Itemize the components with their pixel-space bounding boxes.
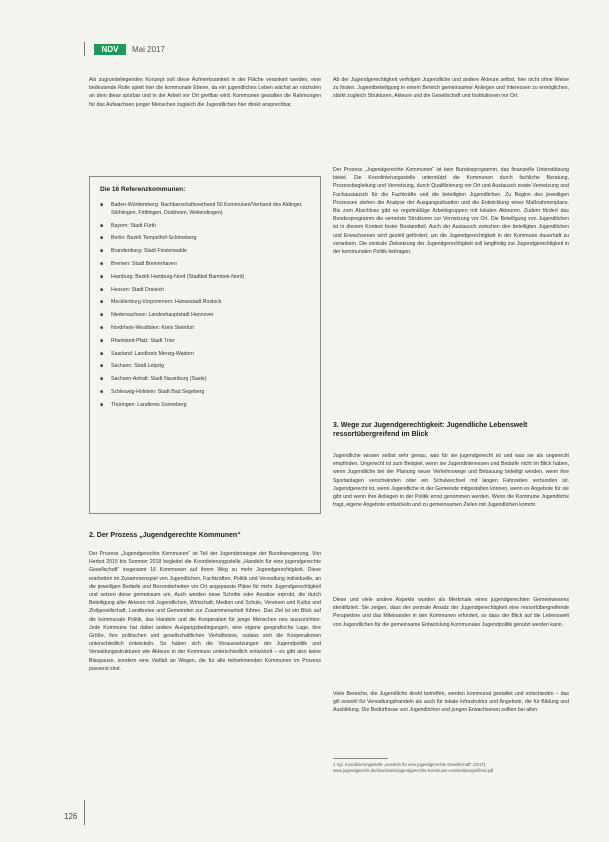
list-item: ■ Thüringen: Landkreis Sonneberg bbox=[100, 402, 310, 410]
section-2-text: Der Prozess „Jugendgerechte Kommunen“ ist Teil der Jugendstrategie der Bundesregierung. Von Herbst 2015 bis Sommer 2018 begleitet die Koordinierungsstelle „Handeln für eine jugendgerechte Gesellschaft“ insgesamt 16 Kommunen auf ihrem Weg zu mehr Jugendgerechtigkeit. Diese erarbeiten im Zusammenspiel von Jugendlichen, Fachkräften, Politik und Verwaltung individuelle, an die jeweiligen Bedarfe und Besonderheiten vor Ort angepasste Pläne für mehr Jugendgerechtigkeit und setzen diese gemeinsam um. Auch werden neue Schritte oder Ansätze erprobt, die durch Beteiligung aller Akteure mit Jugendlichen, Wirtschaft, Medien und Schule, Vereinen und Kultur und Zivilgesellschaft, Landkreise und Gemeinden zur Zusammenarbeit führen. Das Ziel ist ein Blick auf die kommunale Politik, das Handeln und die Kooperation für junge Menschen neu auszurichten. Jede Kommune hat dabei andere Ausgangsbedingungen, eine eigene geografische Lage, ihre Größe, ihre politischen und gesellschaftlichen Verhältnisse, sodass sich die Kooperationen unterschiedlich entwickeln. So haben sich die Voraussetzungen der Jugendpolitik und Verwaltungsstrukturen wie Akteure in der Kommune unterschiedlich entwickelt – es gibt also keine Blaupause, sondern eine Vielfalt an Wegen, die für alle teilnehmenden Kommunen im Prozess passend sind. bbox=[89, 551, 321, 672]
section-3-text: Jugendliche wissen selbst sehr genau, was für sie jugendgerecht ist und was sie als ungerecht empfinden. Ungerecht ist zum Beispiel, wenn sie Jugendinteressen und Bedarfe nicht im Blick haben, wenn Jugendliche bei der Planung neuer Verkehrswege und Bebauung beteiligt werden, wenn ihre Sportanlagen verschwinden oder ein Schulwechsel mit langen Fahrzeiten verbunden ist. Jugendgerecht ist, wenn Jugendliche in der Gemeinde mitgestalten können, wenn es Angebote für sie gibt und wenn ihre Anliegen in der Politik ernst genommen werden. Wenn die Kommune Jugendliche fragt, eigene Angebote entwickeln und zu gemeinsamen Zielen mit Jugendlichen kommt. bbox=[333, 453, 569, 509]
left-intro bbox=[89, 76, 321, 116]
page-number-rule bbox=[84, 800, 85, 825]
journal-badge: NDV bbox=[94, 44, 126, 55]
paragraph-5-text: Viele Bereiche, die Jugendliche direkt betreffen, werden kommunal gestaltet und entschieden – das gilt sowohl für Verwaltungshandeln als auch für lokale Infrastruktur und Angebote, die für Bildung und Ausbildung. Die Bedürfnisse von Jugendlichen und jungen Erwachsenen sollten bei allen bbox=[333, 691, 569, 714]
right-paragraph-2 bbox=[333, 166, 569, 408]
box-title: Die 16 Referenzkommunen: bbox=[100, 186, 186, 193]
list-item: ■ Niedersachsen: Landeshauptstadt Hannover bbox=[100, 312, 310, 320]
communes-list bbox=[100, 202, 310, 410]
issue-date: Mai 2017 bbox=[132, 45, 165, 54]
list-item: ■ Brandenburg: Stadt Finsterwalde bbox=[100, 248, 310, 256]
paragraph-4-text: Diese und viele andere Aspekte wurden als Merkmale eines jugendgerechten Gemeinwesens identifiziert. Sie zeigen, dass der zentrale Ansatz der Jugendgerechtigkeit eine ressortübergreifende Perspektive und das Miteinander in den Kommunen erfordert, so dass der Blick auf die Lebenswelt von Jugendlichen für die gemeinsame Entwicklung Kommunaler Jugendpolitik genutzt werden kann. bbox=[333, 597, 569, 628]
reference-communes-box bbox=[89, 176, 321, 514]
list-item: ■ Sachsen-Anhalt: Stadt Naumburg (Saale) bbox=[100, 376, 310, 384]
list-item: ■ Bremen: Stadt Bremerhaven bbox=[100, 261, 310, 269]
right-intro-text: Ab der Jugendgerechtigkeit verfolgen Jugendliche und andere Akteure selbst, hier nicht ohne Weise zu finden. Jugendbeteiligung in einem Bereich gemeinsamer Anliegen und Interessen zu ermöglichen, stärkt zugleich Strukturen, Akteure und die Gesellschaft und Institutionen vor Ort. bbox=[333, 77, 569, 100]
left-intro-text: Als zugrundeliegenden Konzept soll diese Aufmerksamkeit in der Fläche verankert werden, eine bedeutende Rolle spielt hier die kommunale Ebene, da ein jugendliches Leben wächst an nächsten an dem diese spürbar und in der Arbeit vor Ort greifbar wird. Kommunen gestalten die Rahmungen für das Aufwachsen junger Menschen zugleich die Jugendlichen hier direkt ansprechbar. bbox=[89, 77, 321, 108]
list-item: ■ Schleswig-Holstein: Stadt Bad Segeberg bbox=[100, 389, 310, 397]
section-2-body bbox=[89, 550, 321, 795]
section-3-body bbox=[333, 452, 569, 584]
list-item: ■ Rheinland-Pfalz: Stadt Trier bbox=[100, 338, 310, 346]
list-item: ■ Mecklenburg-Vorpommern: Hansestadt Rostock bbox=[100, 299, 310, 307]
list-item: ■ Bayern: Stadt Fürth bbox=[100, 223, 310, 231]
right-intro bbox=[333, 76, 569, 108]
list-item: ■ Baden-Württemberg: Nachbarschaftsverband 50 Kommunen/Verband des Aldinger, Stöhlingen, Frittlingen, Dürbheim, Wellendingen) bbox=[100, 202, 310, 218]
list-item: ■ Nordrhein-Westfalen: Kreis Steinfurt bbox=[100, 325, 310, 333]
section-3-heading: 3. Wege zur Jugendgerechtigkeit: Jugendliche Lebenswelt ressortübergreifend im Blick bbox=[333, 422, 528, 438]
footnote: 1 Vgl. Koordinierungsstelle „Handeln für eine jugendgerechte Gesellschaft“ (2017): www.jugendgerecht.de/downloads/jugendgerechte-kommunen-ressortübergreifend.pdf bbox=[333, 762, 494, 773]
list-item: ■ Hamburg: Bezirk Hamburg-Nord (Stadtteil Barmbek-Nord) bbox=[100, 274, 310, 282]
header-rule bbox=[84, 42, 85, 56]
paragraph-5 bbox=[333, 690, 569, 748]
paragraph-4 bbox=[333, 596, 569, 676]
list-item: ■ Sachsen: Stadt Leipzig bbox=[100, 363, 310, 371]
right-paragraph-2-text: Der Prozess „Jugendgerechte Kommunen“ ist kein Bundesprogramm, das finanzielle Unterstützung bietet. Die Koordinierungsstelle unterstützt die Kommunen durch fachliche Beratung, Prozessbegleitung und Vernetzung, durch Qualifizierung vor Ort und Austausch sowie Vernetzung und Fachaustausch für die Fachkräfte und die beteiligten Jugendlichen. Zu Beginn des jeweiligen Prozesses stehen die Analyse der Ausgangssituation und die Entwicklung eines Maßnahmenplans. Bis zum Abschluss gibt es regelmäßige Arbeitsgruppen mit lokalen Akteuren. Zudem fördert das Bundesprogramm die vernetzte Strukturen zur Vernetzung vor Ort. Die Beteiligung von Jugendlichen ist in diesem Kontext fester Bestandteil. Auch der Austausch zwischen den beteiligten Jugendlichen und Erwachsenen wird gezielt gefördert, um die Jugendgerechtigkeit in der Kommune dauerhaft zu verankern. Die zentrale Zielsetzung der Jugendgerechtigkeit soll langfristig zur Jugendgerechtigkeit in der kommunalen Politik beitragen. bbox=[333, 167, 569, 256]
page-number: 126 bbox=[64, 812, 78, 821]
list-item: ■ Saarland: Landkreis Merzig-Wadern bbox=[100, 351, 310, 359]
footnote-rule bbox=[333, 758, 388, 759]
list-item: ■ Berlin: Bezirk Tempelhof-Schöneberg bbox=[100, 235, 310, 243]
section-2-heading: 2. Der Prozess „Jugendgerechte Kommunen“ bbox=[89, 532, 241, 539]
list-item: ■ Hessen: Stadt Dreieich bbox=[100, 287, 310, 295]
